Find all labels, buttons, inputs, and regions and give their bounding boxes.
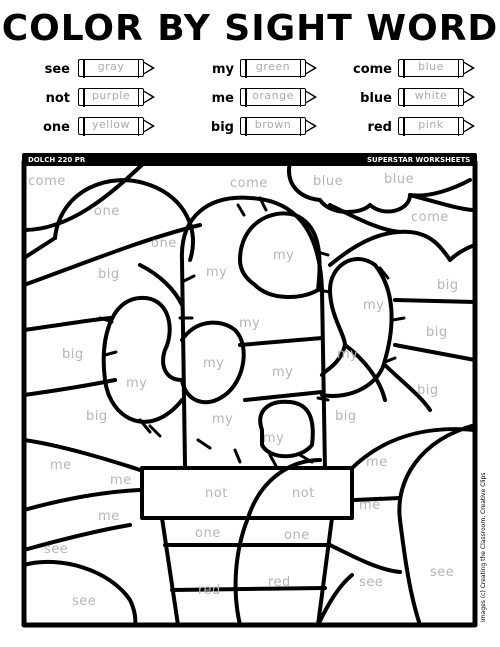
key-word-blue: blue [360,91,392,106]
crayon-label: orange [252,89,294,102]
credit-text: Images (c) Creating the Classroom, Creative Clips [480,472,487,622]
crayon-label: green [255,60,291,73]
region-word: me [50,458,72,473]
region-word: one [151,236,177,251]
region-word: come [230,176,268,191]
region-word: my [212,412,234,427]
region-word: see [72,594,97,609]
region-word: big [86,409,108,424]
region-word: see [430,565,455,580]
region-word: big [335,409,357,424]
crayon-label: gray [97,60,125,73]
region-word: my [263,431,285,446]
region-word: me [110,473,132,488]
region-word: big [98,267,120,282]
pot-rim [142,468,352,518]
region-word: big [426,325,448,340]
key-word-me: me [211,91,234,106]
region-word: my [273,248,295,263]
region-word: my [272,365,294,380]
crayon-label: yellow [91,118,131,131]
key-word-my: my [211,62,234,77]
region-word: not [292,486,315,501]
region-word: blue [384,172,415,187]
region-word: come [411,210,449,225]
crayon-label: pink [418,118,444,131]
key-word-see: see [44,62,70,77]
region-word: big [62,347,84,362]
region-word: me [366,455,388,470]
region-word: my [126,376,148,391]
crayon-label: purple [91,89,131,102]
region-word: blue [313,174,344,189]
crayon-label: brown [254,118,292,131]
header-right-label: SUPERSTAR WORKSHEETS [367,156,471,164]
region-word: see [359,575,384,590]
key-word-one: one [42,120,70,135]
region-word: my [203,356,225,371]
region-word: not [205,486,228,501]
region-word: me [359,498,381,513]
crayon-label: white [414,89,448,102]
key-word-not: not [45,91,70,106]
region-word: my [206,265,228,280]
region-word: one [195,526,221,541]
region-word: one [94,204,120,219]
region-word: big [417,383,439,398]
page-title: COLOR BY SIGHT WORD [1,8,499,49]
region-word: red [268,575,291,590]
region-word: big [437,278,459,293]
key-word-come: come [353,62,392,77]
region-word: see [44,542,69,557]
region-word: me [98,509,120,524]
key-word-red: red [367,120,392,135]
header-left-label: DOLCH 220 PR [28,156,86,164]
crayon-label: blue [418,60,444,73]
region-word: my [363,298,385,313]
region-word: my [337,347,359,362]
key-word-big: big [210,120,234,135]
region-word: one [284,528,310,543]
region-word: red [198,583,221,598]
region-word: come [28,174,66,189]
region-word: my [239,316,261,331]
